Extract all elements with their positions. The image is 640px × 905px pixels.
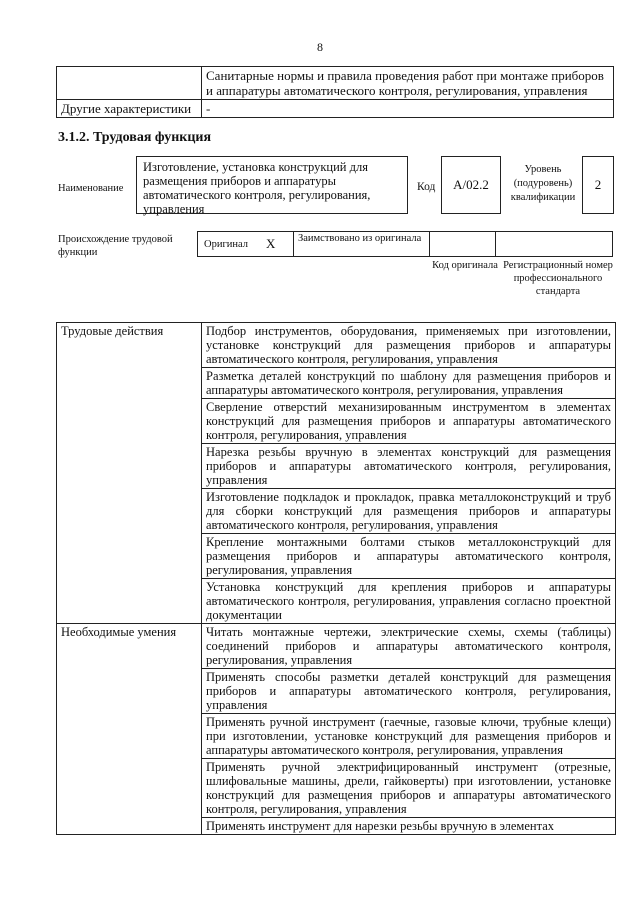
origin-reg-caption: Регистрационный номер профессионального стандарта (503, 260, 613, 297)
code-label: Код (417, 181, 436, 193)
function-details-table (56, 322, 616, 835)
original-cell (198, 232, 294, 256)
page-number: 8 (317, 40, 323, 54)
row-value: Санитарные нормы и правила проведения работ при монтаже приборов и аппаратуры автоматического контроля, регулирования, управления (202, 67, 614, 100)
table-row (57, 67, 614, 100)
original-mark: X (266, 236, 276, 251)
labor-action-item: Крепление монтажными болтами стыков металлоконструкций для размещения приборов и аппаратуры автоматического контроля, регулирования, управления (202, 534, 616, 579)
continuation-table (56, 66, 614, 118)
skill-item: Применять способы разметки деталей конструкций для размещения приборов и аппаратуры автоматического контроля, регулирования, управления (202, 669, 616, 714)
labor-action-item: Разметка деталей конструкций по шаблону для размещения приборов и аппаратуры автоматического контроля, регулирования, управления (202, 368, 616, 399)
labor-action-item: Подбор инструментов, оборудования, применяемых при изготовлении, установке конструкций для размещения приборов и аппаратуры автоматического контроля, регулирования, управления (202, 323, 616, 368)
original-label: Оригинал (204, 238, 248, 250)
skill-item: Применять ручной инструмент (гаечные, газовые ключи, трубные клещи) при изготовлении, установке конструкций для размещения приборов и аппаратуры автоматического контроля, регулирования, управления (202, 714, 616, 759)
origin-code-caption: Код оригинала (432, 260, 498, 271)
labor-action-item: Нарезка резьбы вручную в элементах конструкций для размещения приборов и аппаратуры автоматического контроля, регулирования, управления (202, 444, 616, 489)
origin-label: Происхождение трудовой функции (58, 234, 173, 258)
origin-code-cell (430, 232, 496, 256)
row-label (57, 67, 202, 100)
labor-action-item: Изготовление подкладок и прокладок, правка металлоконструкций и труб для сборки конструкций для размещения приборов и аппаратуры автоматического контроля, регулирования, управления (202, 489, 616, 534)
skill-item: Применять инструмент для нарезки резьбы вручную в элементах (202, 818, 616, 835)
row-label: Другие характеристики (57, 100, 202, 118)
section-title: 3.1.2. Трудовая функция (58, 130, 212, 145)
labor-action-item: Установка конструкций для крепления приборов и аппаратуры автоматического контроля, регулирования, управления согласно проектной документации (202, 579, 616, 624)
skill-item: Читать монтажные чертежи, электрические схемы, схемы (таблицы) соединений приборов и аппаратуры автоматического контроля, регулирования, управления (202, 624, 616, 669)
table-row (57, 323, 616, 368)
labor-actions-label: Трудовые действия (57, 323, 202, 624)
function-code: A/02.2 (441, 156, 501, 214)
labor-action-item: Сверление отверстий механизированным инструментом в элементах конструкций для размещения приборов и аппаратуры автоматического контроля, регулирования, управления (202, 399, 616, 444)
table-row (57, 100, 614, 118)
skills-label: Необходимые умения (57, 624, 202, 835)
table-row (57, 624, 616, 669)
function-name: Изготовление, установка конструкций для размещения приборов и аппаратуры автоматического контроля, регулирования, управления (136, 156, 408, 214)
row-value: - (202, 100, 614, 118)
origin-reg-cell (496, 232, 612, 256)
level-label: Уровень (подуровень) квалификации (510, 164, 576, 203)
origin-table (197, 231, 613, 257)
skill-item: Применять ручной электрифицированный инструмент (отрезные, шлифовальные машины, дрели, гайковерты) при изготовлении, установке конструкций для размещения приборов и аппаратуры автоматического контроля, регулирования, управления (202, 759, 616, 818)
name-label: Наименование (58, 183, 124, 194)
qualification-level: 2 (582, 156, 614, 214)
borrowed-label: Заимствовано из оригинала (294, 232, 430, 256)
